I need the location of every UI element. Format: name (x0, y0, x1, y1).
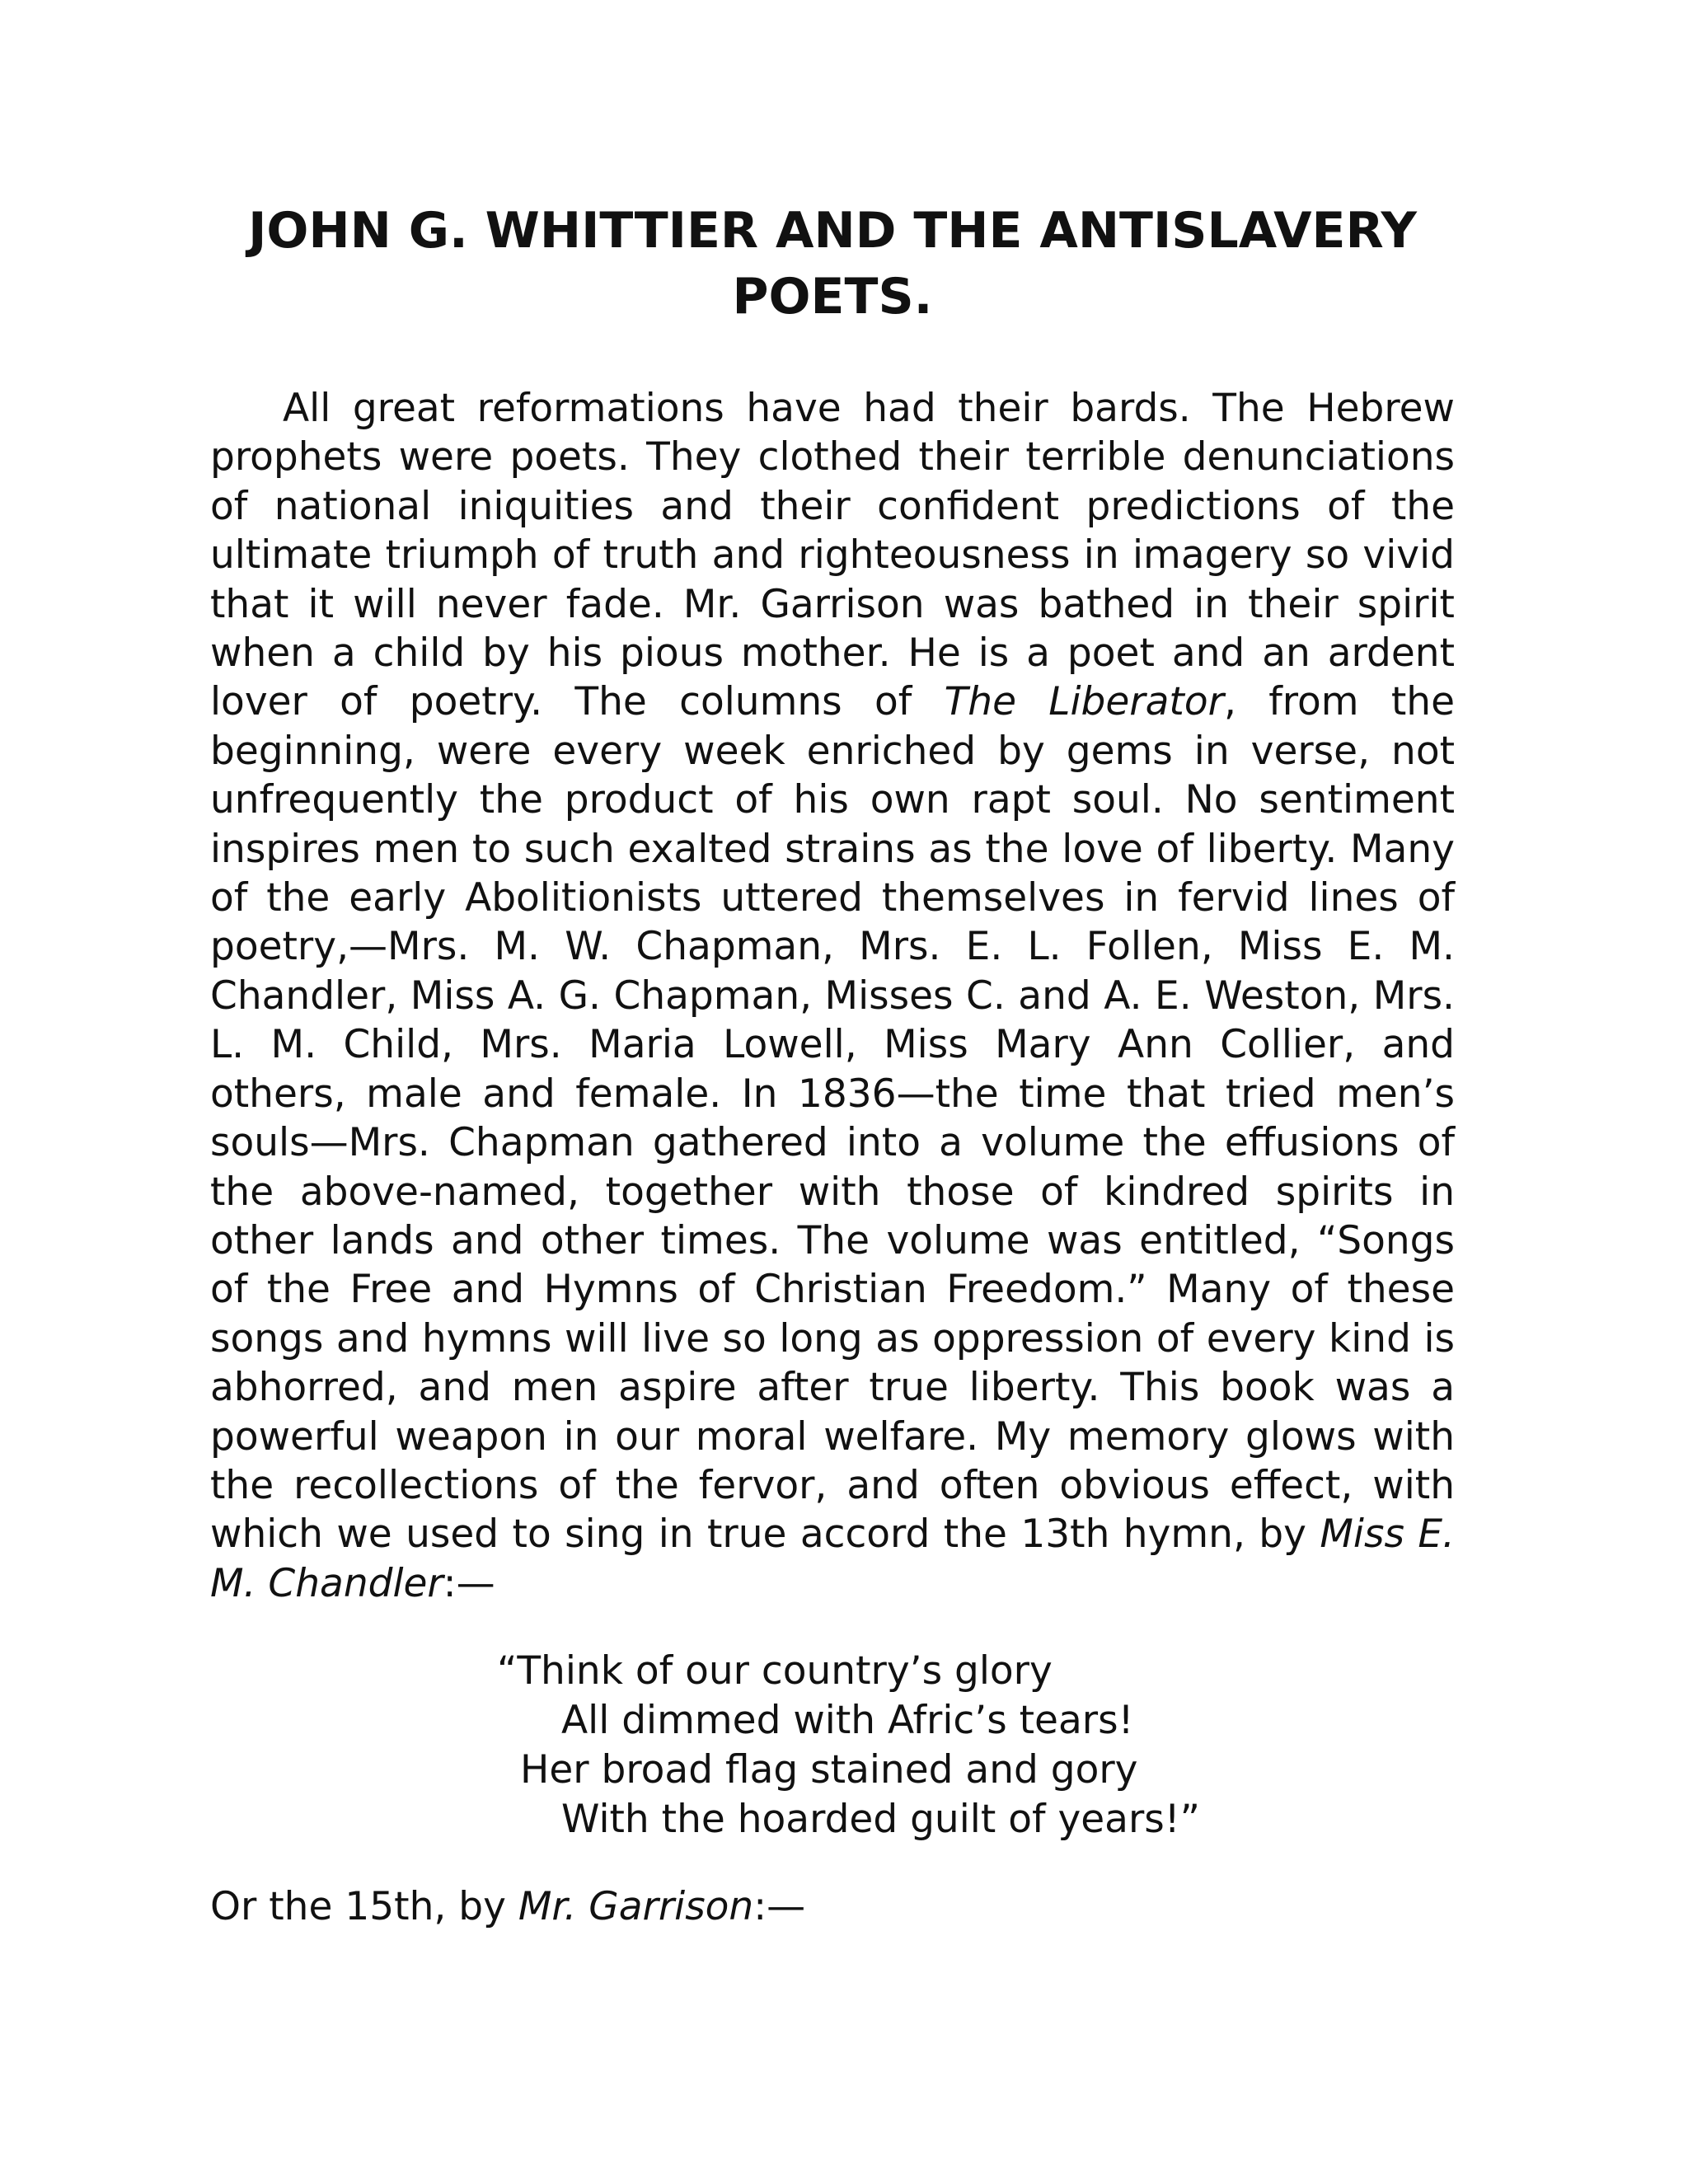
closing-suffix: :— (753, 1884, 806, 1930)
paragraph-text-part1: All great reformations have had their bards. The Hebrew prophets were poets. They clothed their terrible denunciations of national iniquities and their confident predictions of the ultimate triumph of truth and righteousness in imagery so vivid that it will never fade. Mr. Garrison was bathed in their spirit when a child by his pious mother. He is a poet and an ardent lover of poetry. The columns of (210, 386, 1455, 725)
verse-line-1: “Think of our country’s glory (497, 1648, 1053, 1694)
verse-line-2: All dimmed with Afric’s tears! (561, 1698, 1134, 1744)
verse-line-3: Her broad flag stained and gory (520, 1747, 1138, 1793)
closing-line (210, 1882, 1455, 1932)
paragraph-text-part2: , from the beginning, were every week enriched by gems in verse, not unfrequently the product of his own rapt soul. No sentiment inspires men to such exalted strains as the love of liberty. Many of the early Abolitionists uttered themselves in fervid lines of poetry,—Mrs. M. W. Chapman, Mrs. E. L. Follen, Miss E. M. Chandler, Miss A. G. Chapman, Misses C. and A. E. Weston, Mrs. L. M. Child, Mrs. Maria Lowell, Miss Mary Ann Collier, and others, male and female. In 1836—the time that tried men’s souls—Mrs. Chapman gathered into a volume the effusions of the above-named, together with those of kindred spirits in other lands and other times. The volume was entitled, “Songs of the Free and Hymns of Christian Freedom.” Many of these songs and hymns will live so long as oppression of every kind is abhorred, and men aspire after true liberty. This book was a powerful weapon in our moral welfare. My memory glows with the recollections of the fervor, and often obvious effect, with which we used to sing in true accord the 13th hymn, by (210, 679, 1456, 1558)
verse-line-4: With the hoarded guilt of years!” (561, 1797, 1200, 1843)
body-paragraph (210, 384, 1455, 1608)
closing-author-italic: Mr. Garrison (518, 1884, 754, 1930)
chapter-title: JOHN G. WHITTIER AND THE ANTISLAVERY POETS. (248, 202, 1417, 326)
author-name-italic: Miss E. M. Chandler (210, 1511, 1455, 1606)
paragraph-text-part3: :— (443, 1560, 495, 1606)
document-page (210, 198, 1455, 1971)
publication-title-italic: The Liberator (944, 679, 1224, 725)
closing-prefix: Or the 15th, by (210, 1884, 518, 1930)
verse-quote (497, 1647, 1455, 1844)
